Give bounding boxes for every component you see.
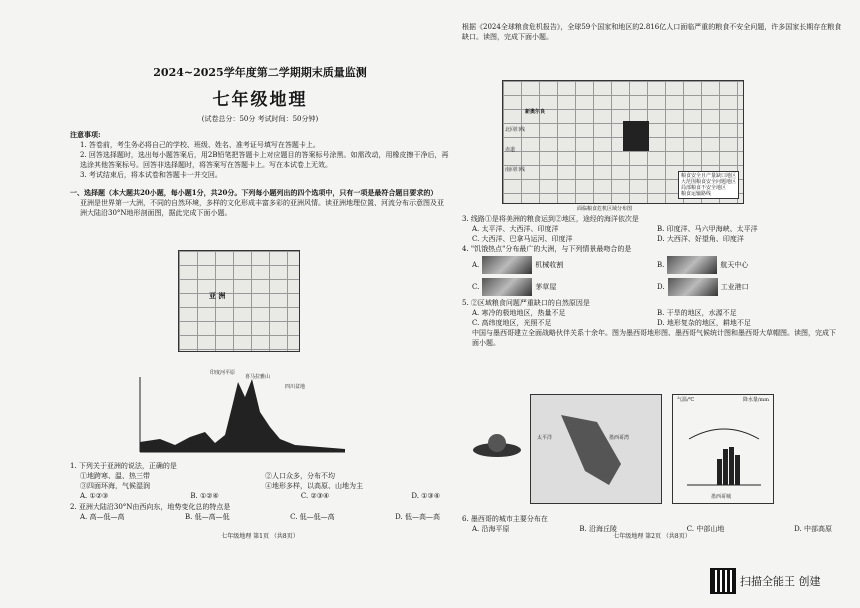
q2-option-b: B. 低—高—低 bbox=[185, 513, 230, 521]
legend-3: 局部粮食不安全地区 bbox=[680, 185, 726, 191]
label-equator: 赤道 bbox=[505, 147, 516, 153]
q4-text-c: 茅草屋 bbox=[535, 283, 557, 291]
q2-option-a: A. 高—低—高 bbox=[80, 513, 125, 521]
question-5: 5. ②区域粮食问题严重缺口的自然原因是 bbox=[462, 299, 590, 307]
asia-map-label: 亚 洲 bbox=[209, 291, 226, 300]
legend-1: 粮食安全且产量缺口地区 bbox=[680, 173, 736, 179]
note-3: 3. 考试结束后，将本试卷和答题卡一并交回。 bbox=[80, 171, 222, 179]
q4-option-a: A. bbox=[472, 261, 480, 269]
mexico-intro: 中国与墨西哥建立全面战略伙伴关系十余年。图为墨西哥地形图、墨西哥气候统计图和墨西哥大草帽图。读图，完成下面小题。 bbox=[472, 329, 836, 347]
q4-option-b: B. bbox=[657, 261, 665, 269]
photo-port bbox=[668, 278, 718, 296]
food-crisis-intro: 根据《2024全球粮食危机报告》，全球59个国家和地区的2.816亿人口面临严重的粮食不安全问题，许多国家长期存在粮食缺口。读图，完成下面小题。 bbox=[462, 23, 842, 41]
label-gulf: 墨西哥湾 bbox=[609, 435, 630, 441]
q4-text-a: 机械收割 bbox=[535, 261, 564, 269]
q6-option-b: B. 沿海丘陵 bbox=[579, 525, 617, 533]
q1-option-c: C. ②③④ bbox=[300, 492, 330, 500]
q3-option-a: A. 太平洋、大西洋、印度洋 bbox=[472, 225, 559, 233]
q3-option-b: B. 印度洋、马六甲海峡、太平洋 bbox=[657, 225, 758, 233]
q1-option-a: A. ①②③ bbox=[80, 492, 109, 500]
mexico-landmass bbox=[561, 415, 621, 485]
page-2 bbox=[462, 22, 842, 542]
note-2: 2. 回答选择题时，选出每小题答案后，用2B铅笔把答题卡上对应题目的答案标号涂黑。如需改动，用橡皮擦干净后，再选涂其他答案标号。回答非选择题时，将答案写在答题卡上。写在本试卷上无效。 bbox=[80, 151, 449, 169]
q1-option-d: D. ①③④ bbox=[411, 492, 440, 500]
legend-2: 大范围粮食安全问题地区 bbox=[680, 179, 736, 185]
climate-city-label: 墨西哥城 bbox=[711, 494, 732, 500]
question-3: 3. 线路①是将美洲的粮食运到②地区，途经的海洋依次是 bbox=[462, 215, 639, 223]
question-4: 4. "饥饿热点"分布最广的大洲，与下列情景最吻合的是 bbox=[462, 245, 632, 253]
q3-option-c: C. 大西洋、巴拿马运河、印度洋 bbox=[472, 235, 573, 243]
map-legend bbox=[678, 171, 739, 199]
q6-option-c: C. 中部山地 bbox=[686, 525, 725, 533]
profile-label-sichuan: 四川盆地 bbox=[285, 384, 306, 390]
asia-intro: 亚洲是世界第一大洲，不同的自然环境，多样的文化形成丰富多彩的亚洲风情。读亚洲地理位置、河流分布示意图及亚洲大陆沿30°N地形剖面图，据此完成下面小题。 bbox=[80, 199, 444, 217]
photo-harvest bbox=[482, 256, 532, 274]
q1-item-1: ①地跨寒、温、热三带 bbox=[80, 472, 150, 480]
profile-label-indus: 印度河平原 bbox=[210, 370, 236, 376]
page-1 bbox=[70, 22, 450, 542]
exam-meta: (试卷总分：50分 考试时间：50分钟) bbox=[201, 115, 319, 123]
q3-option-d: D. 大西洋、好望角、印度洋 bbox=[657, 235, 744, 243]
climate-temp-label: 气温/℃ bbox=[677, 397, 695, 403]
q4-option-c: C. bbox=[472, 283, 480, 291]
photo-hut bbox=[482, 278, 532, 296]
q1-item-3: ③四面环海，气候湿润 bbox=[80, 482, 150, 490]
question-6: 6. 墨西哥的城市主要分布在 bbox=[462, 515, 548, 523]
profile-label-himalaya: 喜马拉雅山 bbox=[245, 374, 271, 380]
scanner-label: 扫描全能王 创建 bbox=[740, 575, 821, 588]
label-new-orleans: 新奥尔良 bbox=[525, 109, 546, 115]
asia-map bbox=[178, 250, 300, 352]
mexico-terrain-map bbox=[530, 394, 662, 504]
section-heading: 一、选择题（本大题共20小题，每小题1分，共20分。下列每小题列出的四个选项中，只有一项是最符合题目要求的） bbox=[70, 188, 438, 197]
page-2-footer: 七年级地理 第2页 （共8页） bbox=[613, 533, 691, 540]
terrain-profile bbox=[120, 367, 350, 462]
q5-option-c: C. 高纬度地区，光照不足 bbox=[472, 319, 552, 327]
q4-text-b: 航天中心 bbox=[720, 261, 749, 269]
climate-precip-label: 降水量/mm bbox=[742, 397, 769, 403]
question-1: 1. 下列关于亚洲的说法，正确的是 bbox=[70, 462, 177, 470]
scanner-watermark bbox=[712, 570, 821, 592]
q6-option-a: A. 沿海平原 bbox=[472, 525, 510, 533]
africa-crisis-region bbox=[623, 121, 649, 151]
q1-item-2: ②人口众多，分布不均 bbox=[265, 472, 335, 480]
q1-item-4: ④地形多样，以高原、山地为主 bbox=[265, 482, 363, 490]
label-tropic-cancer: 北回归线 bbox=[505, 127, 526, 133]
question-2: 2. 亚洲大陆沿30°N由西向东，地势变化总的特点是 bbox=[70, 503, 231, 511]
page-1-footer: 七年级地理 第1页 （共8页） bbox=[221, 533, 299, 540]
q2-option-d: D. 低—高—高 bbox=[395, 513, 440, 521]
qr-code-icon bbox=[712, 570, 734, 592]
photo-space bbox=[667, 256, 717, 274]
q5-option-d: D. 地形复杂的地区，耕地不足 bbox=[657, 319, 751, 327]
sombrero-image bbox=[472, 430, 522, 460]
q1-option-b: B. ①②④ bbox=[190, 492, 219, 500]
q2-option-c: C. 低—低—高 bbox=[290, 513, 335, 521]
map-caption: 面临粮食危机区域分布图 bbox=[577, 206, 633, 212]
climate-chart bbox=[672, 394, 774, 504]
notes-heading: 注意事项: bbox=[70, 130, 101, 139]
q4-option-d: D. bbox=[657, 283, 665, 291]
exam-title: 2024~2025学年度第二学期期末质量监测 bbox=[153, 66, 367, 79]
label-tropic-capricorn: 南回归线 bbox=[505, 167, 526, 173]
legend-4: 粮食运输路线 bbox=[680, 191, 711, 197]
label-pacific: 太平洋 bbox=[537, 435, 553, 441]
q4-text-d: 工业港口 bbox=[720, 283, 749, 291]
subject-title: 七年级地理 bbox=[212, 90, 308, 110]
q6-option-d: D. 中部高原 bbox=[794, 525, 832, 533]
food-crisis-map bbox=[502, 80, 744, 204]
q5-option-b: B. 干旱的地区，水源不足 bbox=[657, 309, 737, 317]
q5-option-a: A. 寒冷的极地地区，热量不足 bbox=[472, 309, 566, 317]
note-1: 1. 答卷前，考生务必将自己的学校、班级、姓名、准考证号填写在答题卡上。 bbox=[80, 141, 320, 149]
